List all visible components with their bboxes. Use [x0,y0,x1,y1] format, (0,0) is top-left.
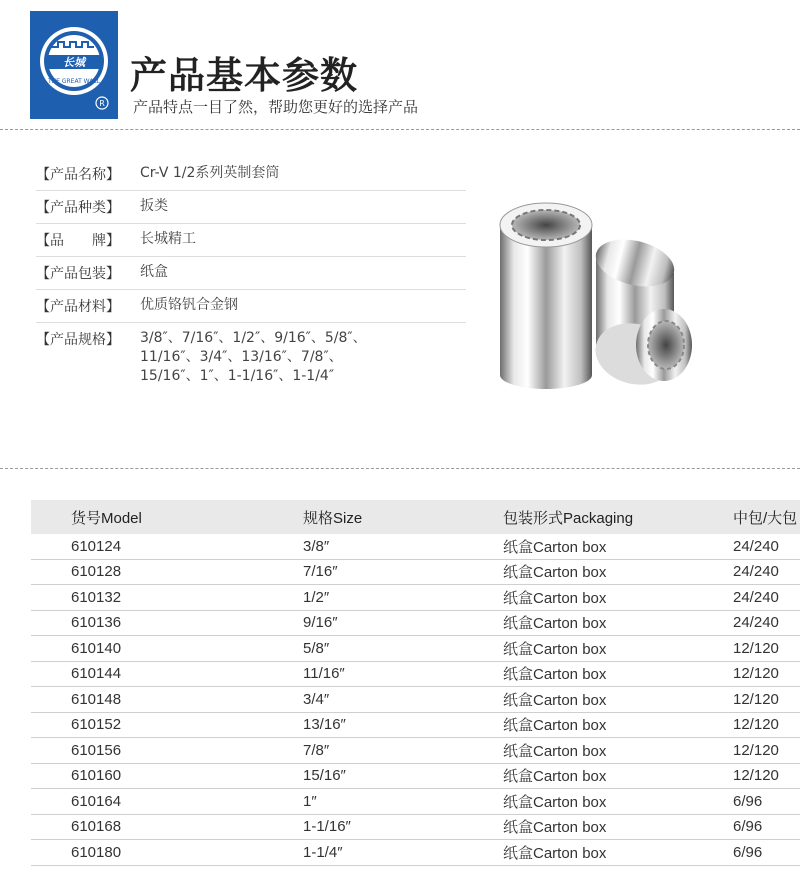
cell-model: 610180 [31,840,261,866]
cell-model: 610132 [31,585,261,611]
cell-pack-qty: 12/120 [708,661,800,687]
col-header-pack-qty: 中包/大包 [708,500,800,534]
cell-size: 9/16″ [261,610,493,636]
table-row [31,840,800,866]
cell-size: 11/16″ [261,661,493,687]
spec-value: 扳类 [140,198,168,214]
cell-packaging: 纸盒Carton box [493,712,708,738]
cell-packaging: 纸盒Carton box [493,534,708,559]
cell-pack-qty: 24/240 [708,534,800,559]
spec-label: 【产品材料】 [36,299,120,315]
cell-packaging: 纸盒Carton box [493,636,708,662]
spec-label: 【产品规格】 [36,332,120,348]
table-row [31,814,800,840]
cell-packaging: 纸盒Carton box [493,559,708,585]
cell-size: 7/8″ [261,738,493,764]
cell-pack-qty: 24/240 [708,585,800,611]
spec-row-material [36,296,466,329]
table-header-row [31,500,800,534]
cell-size: 15/16″ [261,763,493,789]
cell-size: 1-1/16″ [261,814,493,840]
product-specs [36,164,466,389]
table-row [31,687,800,713]
table-row [31,585,800,611]
cell-size: 13/16″ [261,712,493,738]
cell-pack-qty: 12/120 [708,738,800,764]
cell-model: 610148 [31,687,261,713]
great-wall-logo [30,11,118,119]
divider-top [0,129,800,130]
cell-model: 610156 [31,738,261,764]
table-row [31,712,800,738]
spec-label: 【品 牌】 [36,233,120,249]
cell-model: 610152 [31,712,261,738]
cell-packaging: 纸盒Carton box [493,789,708,815]
table-row [31,789,800,815]
svg-text:THE GREAT WALL: THE GREAT WALL [47,78,101,85]
col-header-packaging: 包装形式Packaging [493,500,708,534]
spec-value: Cr-V 1/2系列英制套筒 [140,165,280,181]
col-header-size: 规格Size [261,500,493,534]
spec-value: 长城精工 [140,231,196,247]
spec-label: 【产品种类】 [36,200,120,216]
svg-text:长城: 长城 [63,56,85,69]
spec-value: 3/8″、7/16″、1/2″、9/16″、5/8″、11/16″、3/4″、13/16″、7/8″、15/16″、1″、1-1/16″、1-1/4″ [140,330,367,384]
cell-size: 1/2″ [261,585,493,611]
cell-model: 610136 [31,610,261,636]
spec-row-type [36,197,466,230]
cell-packaging: 纸盒Carton box [493,763,708,789]
table-row [31,534,800,559]
spec-label: 【产品名称】 [36,167,120,183]
table-row [31,636,800,662]
cell-model: 610144 [31,661,261,687]
table-body [31,534,800,865]
cell-pack-qty: 6/96 [708,789,800,815]
table-row [31,610,800,636]
cell-packaging: 纸盒Carton box [493,661,708,687]
svg-text:R: R [99,99,105,108]
cell-model: 610140 [31,636,261,662]
table-row [31,661,800,687]
table-row [31,763,800,789]
divider-middle [0,468,800,469]
cell-packaging: 纸盒Carton box [493,738,708,764]
cell-model: 610128 [31,559,261,585]
cell-pack-qty: 12/120 [708,712,800,738]
table-row [31,738,800,764]
socket-product-image [478,195,718,405]
cell-model: 610160 [31,763,261,789]
page-title: 产品基本参数 [130,54,358,97]
page-subtitle: 产品特点一目了然，帮助您更好的选择产品 [133,98,419,116]
cell-packaging: 纸盒Carton box [493,840,708,866]
cell-pack-qty: 12/120 [708,687,800,713]
cell-size: 1-1/4″ [261,840,493,866]
cell-size: 5/8″ [261,636,493,662]
spec-label: 【产品包装】 [36,266,120,282]
table-row [31,559,800,585]
cell-size: 3/4″ [261,687,493,713]
cell-size: 1″ [261,789,493,815]
spec-row-name [36,164,466,197]
cell-size: 3/8″ [261,534,493,559]
cell-packaging: 纸盒Carton box [493,814,708,840]
cell-pack-qty: 24/240 [708,559,800,585]
cell-packaging: 纸盒Carton box [493,687,708,713]
spec-value: 纸盒 [140,264,168,280]
spec-value: 优质铬钒合金钢 [140,297,238,313]
col-header-model: 货号Model [31,500,261,534]
cell-packaging: 纸盒Carton box [493,585,708,611]
model-table [31,500,798,866]
cell-pack-qty: 24/240 [708,610,800,636]
cell-pack-qty: 12/120 [708,636,800,662]
cell-model: 610168 [31,814,261,840]
cell-size: 7/16″ [261,559,493,585]
cell-packaging: 纸盒Carton box [493,610,708,636]
cell-model: 610124 [31,534,261,559]
cell-pack-qty: 6/96 [708,814,800,840]
spec-row-packaging [36,263,466,296]
cell-model: 610164 [31,789,261,815]
cell-pack-qty: 12/120 [708,763,800,789]
cell-pack-qty: 6/96 [708,840,800,866]
spec-row-brand [36,230,466,263]
spec-row-sizes [36,329,466,389]
